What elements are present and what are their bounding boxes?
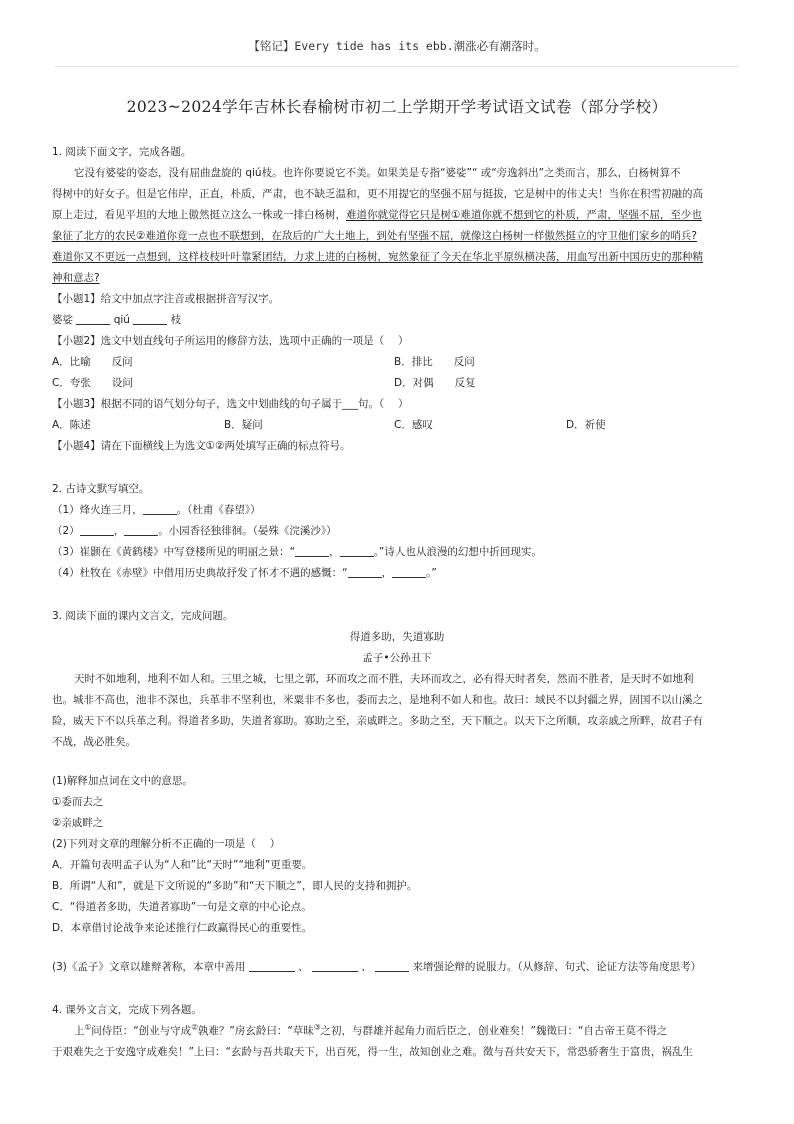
option-a[interactable]: A．比喻 反问: [52, 356, 133, 368]
q3-para-line: 也。城非不高也，池非不深也，兵革非不坚利也，米粟非不多也，委而去之，是地利不如人和也。故曰：域民不以封疆之界，固国不以山溪之: [52, 694, 703, 706]
q3-text-author: 孟子•公孙丑下: [362, 652, 432, 664]
option-c[interactable]: C．“得道者多助，失道者寡助”一句是文章的中心论点。: [52, 901, 312, 913]
q2-item-text: （2）: [52, 525, 80, 537]
q2-item-text: 。小园香径独徘徊。（晏殊《浣溪沙》）: [158, 525, 337, 537]
answer-blank[interactable]: [348, 565, 382, 578]
footnote-marker: ③: [313, 1022, 321, 1032]
option-d[interactable]: D．祈使: [566, 419, 606, 431]
q4-heading: 4. 课外文言文，完成下列各题。: [52, 1004, 202, 1016]
q1-sub1-answer-line: [52, 310, 742, 331]
q3-para-line: 险，威天下不以兵革之利。得道者多助，失道者寡助。寡助之至，亲戚畔之。多助之至，天下顺之。以天下之所顺，攻亲戚之所畔，故君子有: [52, 715, 703, 727]
q2-item-text: （4）杜牧在《赤壁》中借用历史典故抒发了怀才不遇的感慨：“: [52, 567, 348, 579]
answer-blank[interactable]: [340, 544, 374, 557]
q3-sub1-heading: (1)解释加点词在文中的意思。: [52, 775, 193, 787]
q3-sub1-item: ①委而去之: [52, 796, 104, 808]
q4-para-line: 于艰难失之于安逸守成难矣！”上曰：“玄龄与吾共取天下，出百死，得一生，故知创业之难。徵与吾共安天下，常恐骄奢生于富贵，祸乱生: [52, 1046, 693, 1058]
option-a[interactable]: A．开篇句表明孟子认为“人和”比“天时”“地利”更重要。: [52, 859, 313, 871]
q3-sub3-question: [52, 957, 742, 978]
q2-item-text: 。”诗人也从浪漫的幻想中折回现实。: [373, 546, 542, 558]
q1-sub1-word-c: 枝: [170, 314, 182, 326]
q4-text: 孰难？”房玄龄曰：“草昧: [197, 1025, 314, 1037]
q2-item-text: ，: [113, 525, 125, 537]
q2-item: [52, 500, 742, 521]
option-b[interactable]: B．疑问: [224, 419, 263, 431]
q4-text: 问侍臣：“创业与守成: [91, 1025, 192, 1037]
q2-heading: 2. 古诗文默写填空。: [52, 483, 150, 495]
q1-para-line: 它没有婆娑的姿态，没有屈曲盘旋的 qiú枝。也许你要说它不美。如果美是专指“婆娑”“ 或“旁逸斜出”之类而言，那么，白杨树算不: [74, 167, 681, 179]
answer-blank[interactable]: [133, 312, 167, 325]
option-b[interactable]: B．所谓“人和”，就是下文所说的“多助”和“天下顺之”，即人民的支持和拥护。: [52, 880, 418, 892]
q3-sub1-item: ②亲戚畔之: [52, 817, 104, 829]
q1-sub2-options-row: [52, 373, 742, 394]
q1-heading: 1. 阅读下面文字，完成各题。: [52, 146, 192, 158]
q2-item-text: （3）崔颢在《黄鹤楼》中写登楼所见的明丽之景：“: [52, 546, 296, 558]
option-c[interactable]: C．夸张 设问: [52, 377, 133, 389]
q3-sub2-heading: (2)下列对文章的理解分析不正确的一项是（ ）: [52, 838, 281, 850]
q1-para-line: 象征了北方的农民②难道你竟一点也不联想到，在敌后的广大土地上，到处有坚强不屈，就像这白杨树一样傲然挺立的守卫他们家乡的哨兵?: [52, 230, 697, 242]
option-a[interactable]: A．陈述: [52, 419, 91, 431]
motto-header: 【铭记】Every tide has its ebb.潮涨必有潮落时。: [248, 39, 546, 53]
q1-para-text: 原上走过，看见平坦的大地上傲然挺立这么一株或一排白杨树，: [52, 209, 346, 221]
option-d[interactable]: D．对偶 反复: [394, 377, 476, 389]
q1-para-line: [52, 205, 742, 226]
answer-blank[interactable]: [249, 959, 295, 972]
header-divider: [55, 66, 739, 67]
answer-blank[interactable]: [80, 523, 114, 536]
exam-title: 2023~2024学年吉林长春榆树市初二上学期开学考试语文试卷（部分学校）: [126, 98, 668, 116]
answer-blank[interactable]: [124, 523, 158, 536]
q1-sub3-options-row: [52, 415, 742, 436]
answer-blank[interactable]: [295, 544, 329, 557]
option-c[interactable]: C．感叹: [394, 419, 433, 431]
answer-blank[interactable]: [143, 502, 177, 515]
answer-blank[interactable]: [375, 959, 409, 972]
q4-text: 之初，与群雄并起角力而后臣之，创业难矣！”魏徵曰：“自古帝王莫不得之: [320, 1025, 668, 1037]
q2-item-text: ，: [381, 567, 393, 579]
q2-item: [52, 542, 742, 563]
footnote-marker: ①: [84, 1022, 92, 1032]
q2-item: [52, 521, 742, 542]
exam-content: [52, 142, 742, 1063]
q2-item-text: 。”: [426, 567, 437, 579]
q4-para-line: [52, 1021, 742, 1042]
footnote-marker: ②: [191, 1022, 198, 1032]
q1-para-line: 难道你又不更远一点想到，这样枝枝叶叶靠紧团结，力求上进的白杨树，宛然象征了今天在华北平原纵横决荡，用血写出新中国历史的那种精: [52, 251, 703, 263]
q3-text-title: 得道多助，失道寡助: [349, 631, 445, 643]
q1-sub4-heading: 【小题4】请在下面横线上为选文①②两处填写正确的标点符号。: [52, 440, 351, 452]
q3-sub3-text: 、: [298, 961, 309, 973]
q1-sub1-word-a: 婆娑: [52, 314, 73, 326]
q1-sub1-heading: 【小题1】给文中加点字注音或根据拼音写汉字。: [52, 293, 280, 305]
q2-item: [52, 563, 742, 584]
q1-underlined-text: 难道你就觉得它只是树①难道你就不想到它的朴质，严肃，坚强不屈，至少也: [346, 209, 702, 221]
option-d[interactable]: D．本章借讨论战争来论述推行仁政赢得民心的重要性。: [52, 922, 313, 934]
q1-para-line: 得树中的好女子。但是它伟岸，正直，朴质，严肃，也不缺乏温和，更不用提它的坚强不屈与挺拔，它是树中的伟丈夫！当你在积雪初融的高: [52, 188, 703, 200]
q1-sub2-heading: 【小题2】选文中划直线句子所运用的修辞方法，选项中正确的一项是（ ）: [52, 335, 409, 347]
q3-para-line: 不战，战必胜矣。: [52, 736, 136, 748]
q2-item-text: 。（杜甫《春望》）: [176, 504, 261, 516]
q3-sub3-text: 、: [361, 961, 372, 973]
answer-blank[interactable]: [76, 312, 110, 325]
q1-sub2-options-row: [52, 352, 742, 373]
q1-para-line: 神和意志?: [52, 272, 100, 284]
answer-blank[interactable]: [392, 565, 426, 578]
q2-item-text: ，: [329, 546, 340, 558]
q1-sub1-pinyin: qiú: [113, 314, 130, 326]
q3-heading: 3. 阅读下面的课内文言文，完成问题。: [52, 610, 234, 622]
q3-sub3-text: (3)《孟子》文章以雄辩著称，本章中善用: [52, 961, 246, 973]
option-b[interactable]: B．排比 反问: [394, 356, 475, 368]
q3-para-line: 天时不如地利，地利不如人和。三里之城，七里之郭，环而攻之而不胜，夫环而攻之，必有得天时者矣，然而不胜者，是天时不如地利: [74, 673, 694, 685]
q3-sub3-text: 来增强论辩的说服力。（从修辞、句式、论证方法等角度思考）: [412, 961, 702, 973]
q1-sub3-heading: 【小题3】根据不同的语气划分句子，选文中划曲线的句子属于___句。（ ）: [52, 398, 409, 410]
q4-text: 上: [74, 1025, 85, 1037]
q2-item-text: （1）烽火连三月，: [52, 504, 143, 516]
answer-blank[interactable]: [312, 959, 358, 972]
